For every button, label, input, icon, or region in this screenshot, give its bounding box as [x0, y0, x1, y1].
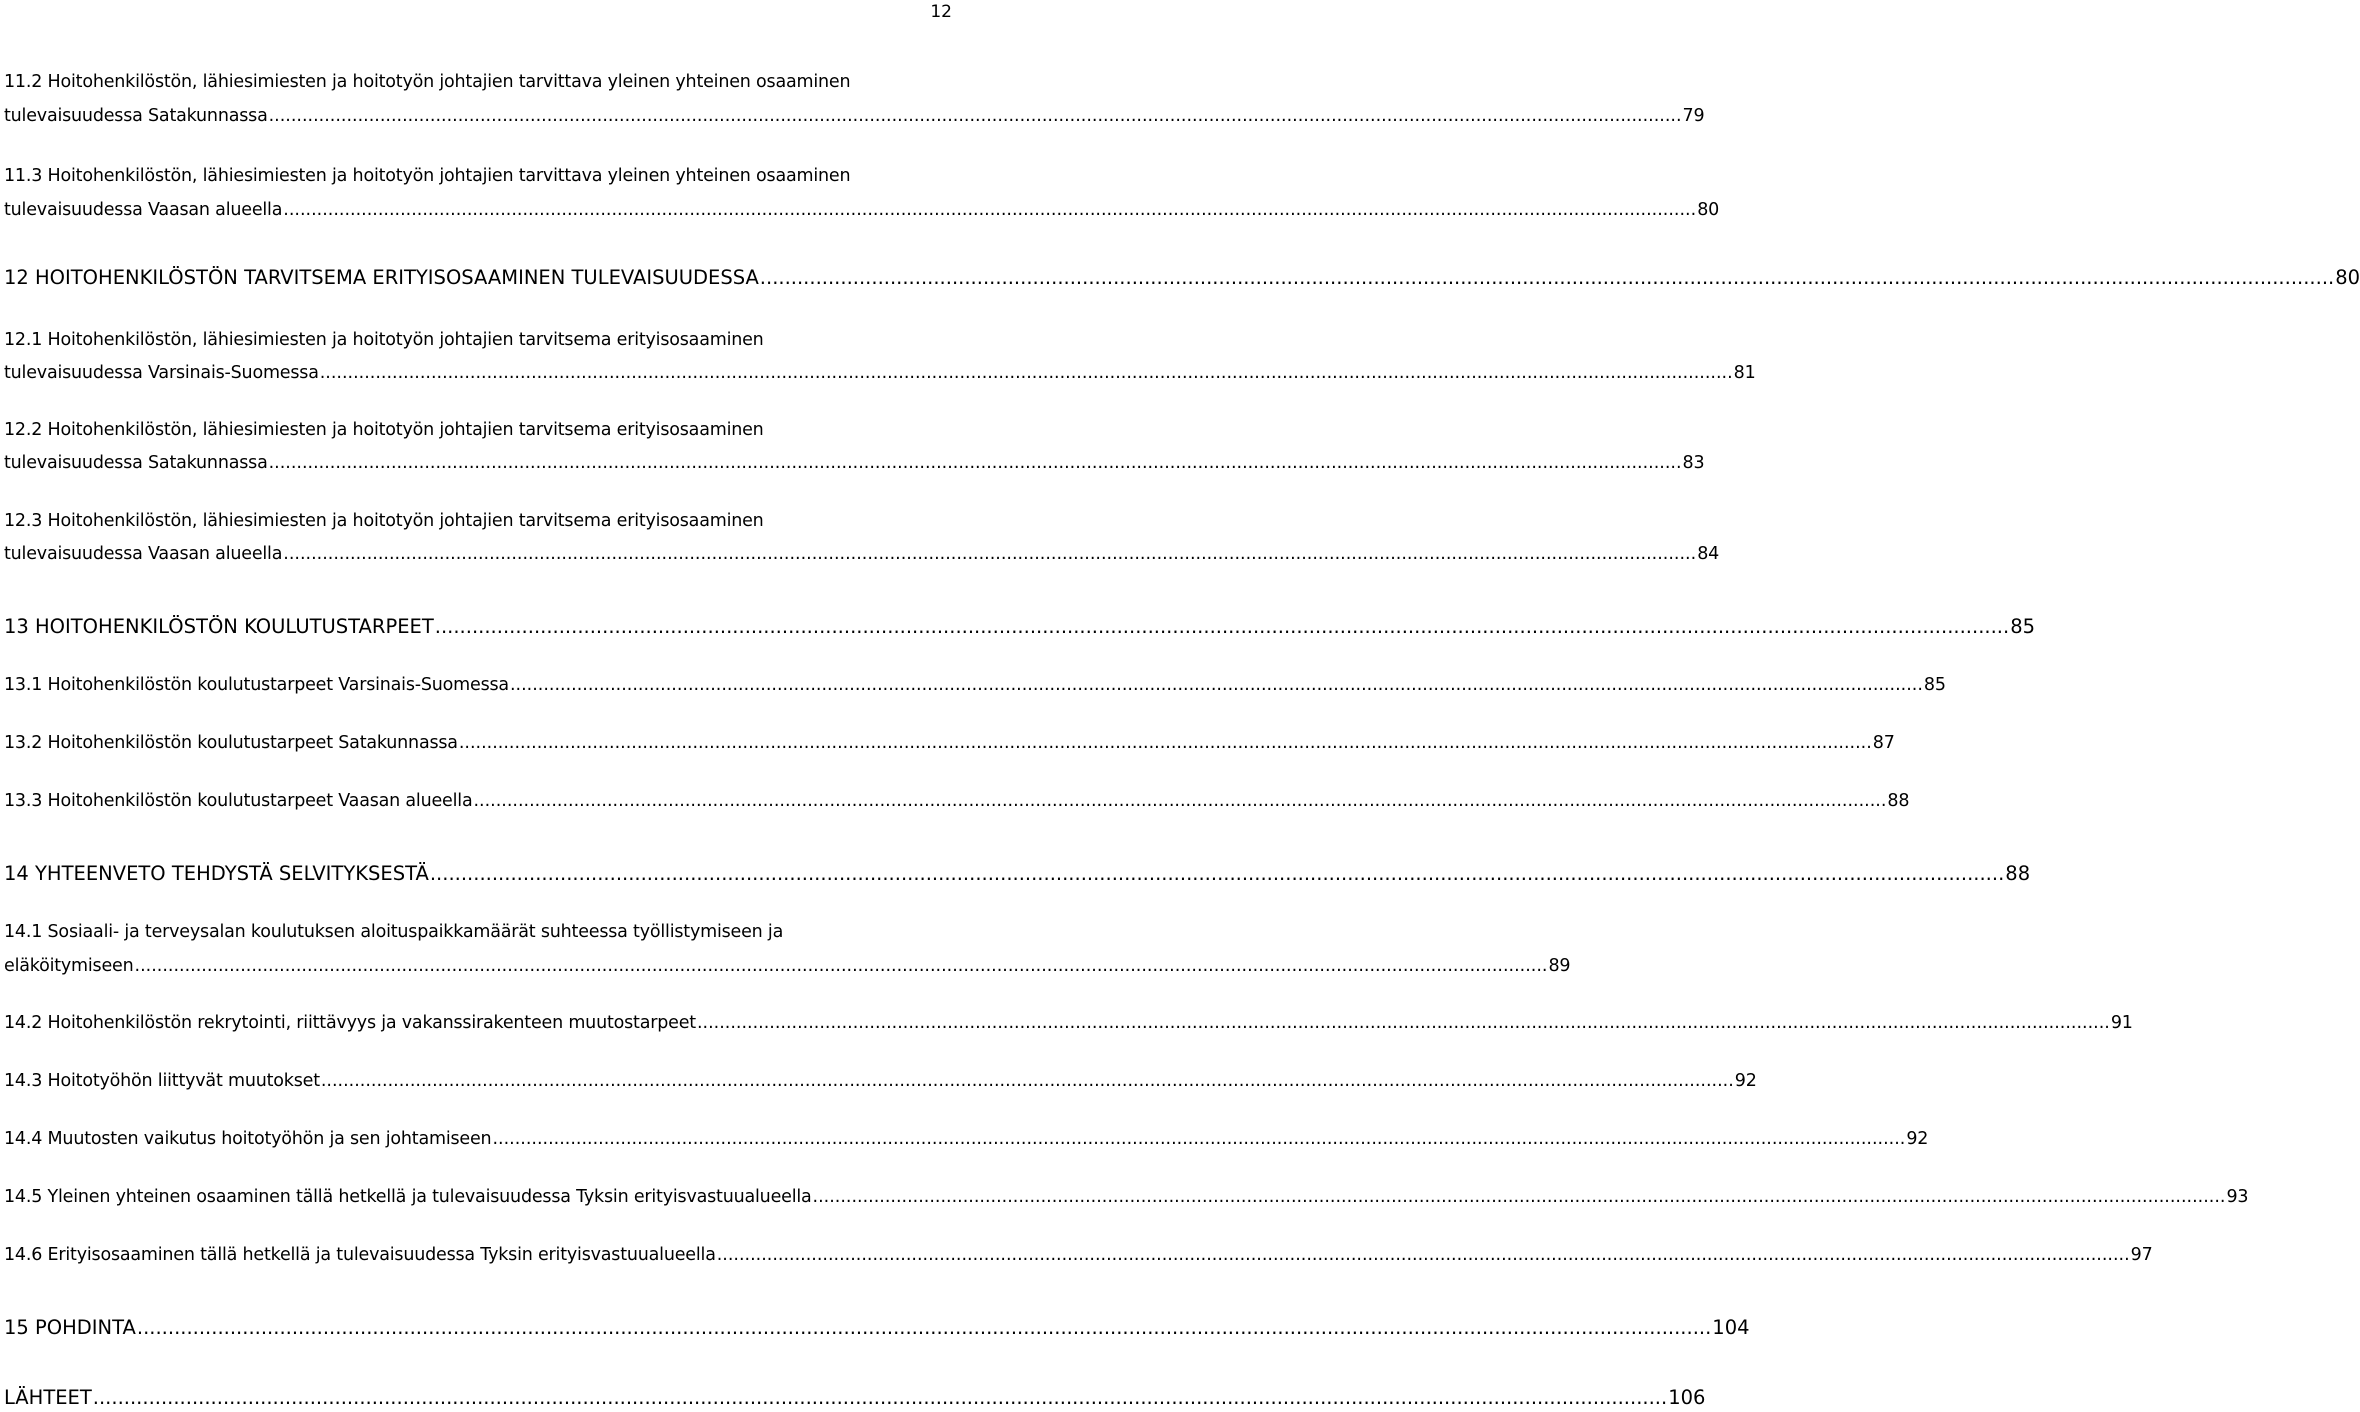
dot-leader: ..............................................................................................................................................................................................................................................................	[319, 363, 1733, 383]
toc-entry-13-1[interactable]	[4, 675, 1946, 695]
toc-entry-label: 14.3 Hoitotyöhön liittyvät muutokset	[4, 1071, 320, 1091]
toc-entry-label: 13.2 Hoitohenkilöstön koulutustarpeet Satakunnassa	[4, 733, 458, 753]
toc-entry-page: 85	[2010, 615, 2036, 638]
toc-entry-14-4[interactable]	[4, 1129, 1929, 1149]
toc-chapter-references[interactable]	[4, 1386, 1706, 1409]
toc-entry-14-5[interactable]	[4, 1187, 2249, 1207]
toc-chapter-14[interactable]	[4, 862, 2031, 885]
toc-entry-label: tulevaisuudessa Vaasan alueella	[4, 544, 283, 564]
dot-leader: ..............................................................................................................................................................................................................................................................	[509, 675, 1923, 695]
toc-entry-11-2[interactable]	[4, 106, 1705, 126]
toc-entry-12-2-line-1: 12.2 Hoitohenkilöstön, lähiesimiesten ja hoitotyön johtajien tarvitsema erityisosaaminen	[4, 420, 764, 440]
dot-leader: ..............................................................................................................................................................................................................................................................	[812, 1187, 2226, 1207]
dot-leader: ..............................................................................................................................................................................................................................................................	[268, 106, 1682, 126]
toc-chapter-15[interactable]	[4, 1316, 1750, 1339]
toc-entry-14-6[interactable]	[4, 1245, 2153, 1265]
toc-entry-page: 81	[1733, 363, 1756, 383]
toc-entry-label: eläköitymiseen	[4, 956, 134, 976]
dot-leader: ..............................................................................................................................................................................................................................................................	[268, 453, 1682, 473]
toc-entry-14-1[interactable]	[4, 956, 1571, 976]
toc-entry-11-3[interactable]	[4, 200, 1720, 220]
toc-entry-12-1[interactable]	[4, 363, 1756, 383]
toc-entry-12-2[interactable]	[4, 453, 1705, 473]
dot-leader: ..............................................................................................................................................................................................................................................................	[492, 1129, 1906, 1149]
toc-entry-page: 97	[2130, 1245, 2153, 1265]
toc-entry-label: 14.4 Muutosten vaikutus hoitotyöhön ja sen johtamiseen	[4, 1129, 492, 1149]
toc-entry-14-3[interactable]	[4, 1071, 1757, 1091]
toc-chapter-13[interactable]	[4, 615, 2036, 638]
toc-entry-page: 88	[2005, 862, 2031, 885]
toc-entry-label: 14 YHTEENVETO TEHDYSTÄ SELVITYKSESTÄ	[4, 862, 429, 885]
toc-entry-14-1-line-1: 14.1 Sosiaali- ja terveysalan koulutuksen aloituspaikkamäärät suhteessa työllistymiseen ja	[4, 922, 784, 942]
toc-entry-12-3[interactable]	[4, 544, 1720, 564]
toc-entry-label: LÄHTEET	[4, 1386, 92, 1409]
toc-entry-label: tulevaisuudessa Vaasan alueella	[4, 200, 283, 220]
toc-entry-label: 14.6 Erityisosaaminen tällä hetkellä ja tulevaisuudessa Tyksin erityisvastuualueella	[4, 1245, 716, 1265]
toc-entry-12-1-line-1: 12.1 Hoitohenkilöstön, lähiesimiesten ja hoitotyön johtajien tarvitsema erityisosaaminen	[4, 330, 764, 350]
toc-entry-label: 13 HOITOHENKILÖSTÖN KOULUTUSTARPEET	[4, 615, 434, 638]
toc-entry-label: 15 POHDINTA	[4, 1316, 136, 1339]
toc-entry-11-2-line-1: 11.2 Hoitohenkilöstön, lähiesimiesten ja hoitotyön johtajien tarvittava yleinen yhteinen osaaminen	[4, 72, 851, 92]
page-number: 12	[930, 2, 952, 22]
dot-leader: ..............................................................................................................................................................................................................................................................	[696, 1013, 2110, 1033]
toc-entry-label: 13.1 Hoitohenkilöstön koulutustarpeet Varsinais-Suomessa	[4, 675, 509, 695]
toc-entry-label: 14.5 Yleinen yhteinen osaaminen tällä hetkellä ja tulevaisuudessa Tyksin erityisvastuualueella	[4, 1187, 812, 1207]
dot-leader: ..............................................................................................................................................................................................................................................................	[434, 615, 2010, 638]
toc-entry-page: 93	[2226, 1187, 2249, 1207]
toc-entry-14-2[interactable]	[4, 1013, 2133, 1033]
dot-leader: ..............................................................................................................................................................................................................................................................	[759, 266, 2335, 289]
toc-entry-page: 92	[1734, 1071, 1757, 1091]
dot-leader: ..............................................................................................................................................................................................................................................................	[136, 1316, 1712, 1339]
toc-entry-12-3-line-1: 12.3 Hoitohenkilöstön, lähiesimiesten ja hoitotyön johtajien tarvitsema erityisosaaminen	[4, 511, 764, 531]
toc-entry-page: 80	[1697, 200, 1720, 220]
toc-entry-label: 13.3 Hoitohenkilöstön koulutustarpeet Vaasan alueella	[4, 791, 473, 811]
dot-leader: ..............................................................................................................................................................................................................................................................	[716, 1245, 2130, 1265]
toc-entry-11-3-line-1: 11.3 Hoitohenkilöstön, lähiesimiesten ja hoitotyön johtajien tarvittava yleinen yhteinen osaaminen	[4, 166, 851, 186]
dot-leader: ..............................................................................................................................................................................................................................................................	[134, 956, 1548, 976]
dot-leader: ..............................................................................................................................................................................................................................................................	[429, 862, 2005, 885]
toc-entry-13-3[interactable]	[4, 791, 1910, 811]
toc-entry-page: 104	[1712, 1316, 1750, 1339]
toc-entry-page: 87	[1872, 733, 1895, 753]
toc-entry-page: 79	[1682, 106, 1705, 126]
dot-leader: ..............................................................................................................................................................................................................................................................	[458, 733, 1872, 753]
toc-chapter-12[interactable]	[4, 266, 2360, 289]
toc-entry-label: tulevaisuudessa Varsinais-Suomessa	[4, 363, 319, 383]
toc-entry-label: tulevaisuudessa Satakunnassa	[4, 106, 268, 126]
toc-entry-page: 89	[1548, 956, 1571, 976]
toc-entry-page: 91	[2110, 1013, 2133, 1033]
toc-entry-page: 85	[1923, 675, 1946, 695]
toc-entry-page: 92	[1906, 1129, 1929, 1149]
toc-entry-label: 12 HOITOHENKILÖSTÖN TARVITSEMA ERITYISOSAAMINEN TULEVAISUUDESSA	[4, 266, 759, 289]
dot-leader: ..............................................................................................................................................................................................................................................................	[320, 1071, 1734, 1091]
toc-entry-page: 80	[2335, 266, 2360, 289]
toc-entry-label: 14.2 Hoitohenkilöstön rekrytointi, riittävyys ja vakanssirakenteen muutostarpeet	[4, 1013, 696, 1033]
toc-entry-page: 106	[1668, 1386, 1706, 1409]
dot-leader: ..............................................................................................................................................................................................................................................................	[473, 791, 1887, 811]
toc-entry-page: 84	[1697, 544, 1720, 564]
toc-entry-13-2[interactable]	[4, 733, 1895, 753]
dot-leader: ..............................................................................................................................................................................................................................................................	[283, 544, 1697, 564]
toc-entry-label: tulevaisuudessa Satakunnassa	[4, 453, 268, 473]
dot-leader: ..............................................................................................................................................................................................................................................................	[283, 200, 1697, 220]
dot-leader: ..............................................................................................................................................................................................................................................................	[92, 1386, 1668, 1409]
toc-entry-page: 88	[1887, 791, 1910, 811]
toc-entry-page: 83	[1682, 453, 1705, 473]
